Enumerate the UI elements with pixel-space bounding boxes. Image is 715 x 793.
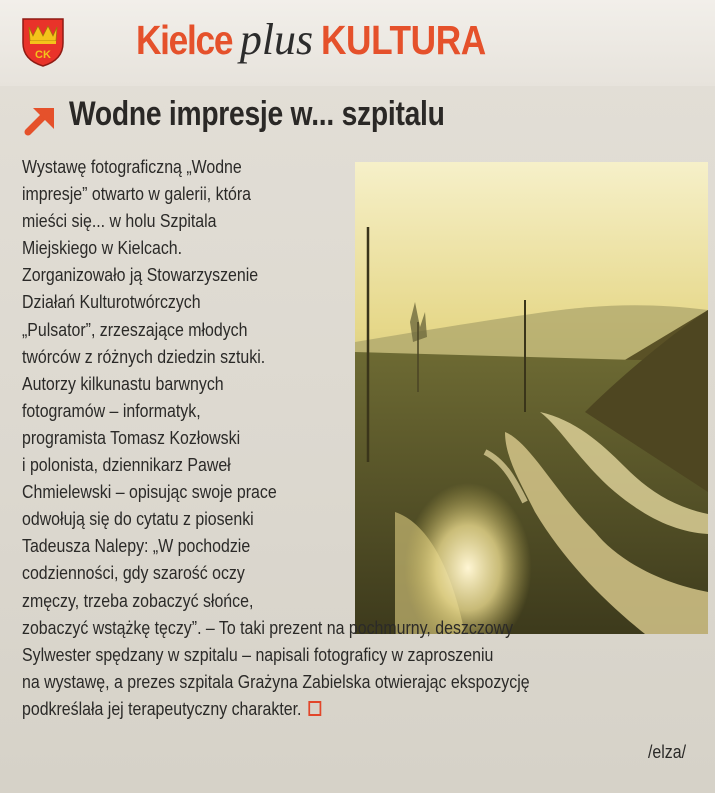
arrow-up-right-icon — [24, 104, 58, 138]
body-line: Tadeusza Nalepy: „W pochodzie — [22, 535, 251, 557]
masthead-section: KULTURA — [321, 17, 486, 63]
kielce-crest-icon — [21, 17, 65, 67]
masthead-city: Kielce — [136, 17, 233, 63]
masthead-title — [136, 14, 513, 74]
body-line: na wystawę, a prezes szpitala Grażyna Zabielska otwierając ekspozycję — [22, 670, 530, 692]
article-body — [22, 153, 700, 722]
body-line: Sylwester spędzany w szpitalu – napisali fotograficy w zaproszeniu — [22, 643, 494, 665]
body-line: Zorganizowało ją Stowarzyszenie — [22, 264, 259, 286]
author-signature: /elza/ — [648, 741, 687, 762]
square-outline-icon — [308, 701, 321, 716]
body-line: zobaczyć wstążkę tęczy”. – To taki prezent na pochmurny, deszczowy — [22, 616, 514, 638]
body-line: zmęczy, trzeba zobaczyć słońce, — [22, 589, 254, 611]
masthead-plus: plus — [239, 15, 314, 64]
body-line: Chmielewski – opisując swoje prace — [22, 481, 277, 503]
body-line: Działań Kulturotwórczych — [22, 291, 201, 313]
body-line: i polonista, dziennikarz Paweł — [22, 454, 231, 476]
body-line-last — [22, 695, 605, 722]
body-line: Autorzy kilkunastu barwnych — [22, 372, 224, 394]
body-line: mieści się... w holu Szpitala — [22, 210, 217, 232]
body-line: Miejskiego w Kielcach. — [22, 237, 183, 259]
body-line-text: podkreślała jej terapeutyczny charakter. — [22, 697, 302, 719]
body-line: odwołują się do cytatu z piosenki — [22, 508, 254, 530]
body-line: codzienności, gdy szarość oczy — [22, 562, 245, 584]
body-line: fotogramów – informatyk, — [22, 399, 201, 421]
article-headline: Wodne impresje w... szpitalu — [69, 95, 445, 133]
body-line: „Pulsator”, zrzeszające młodych — [22, 318, 248, 340]
body-line: impresje” otwarto w galerii, która — [22, 183, 252, 205]
body-line: twórców z różnych dziedzin sztuki. — [22, 345, 266, 367]
body-line: programista Tomasz Kozłowski — [22, 426, 241, 448]
body-line: Wystawę fotograficzną „Wodne — [22, 156, 242, 177]
crest-letters: CK — [35, 49, 51, 61]
